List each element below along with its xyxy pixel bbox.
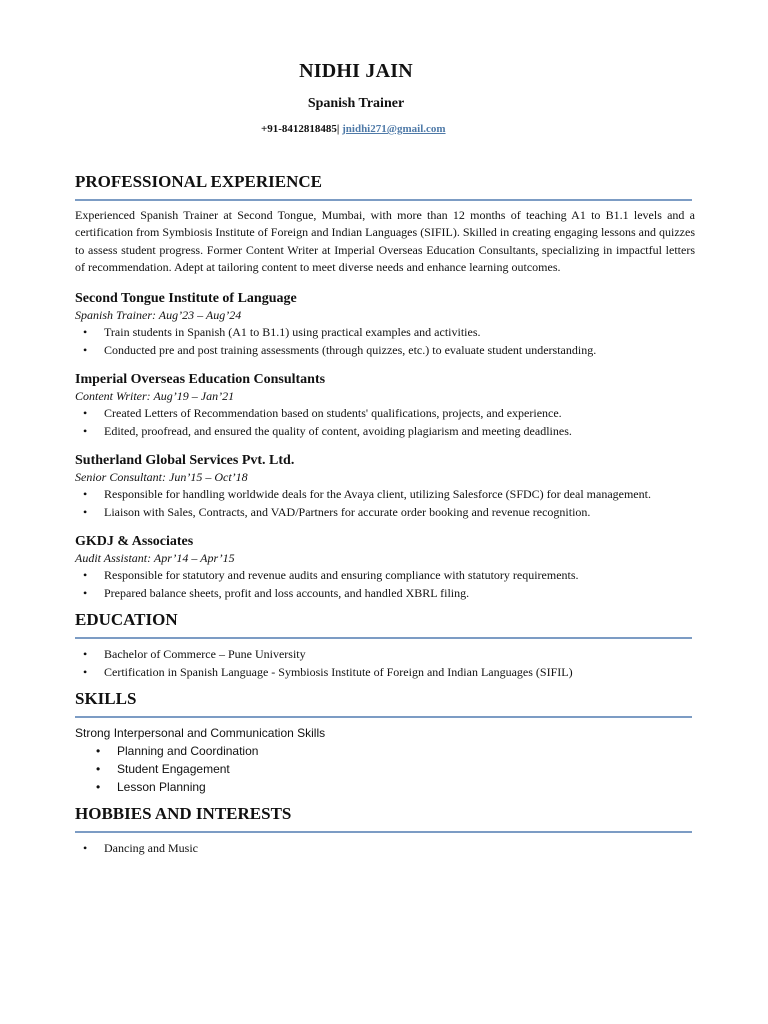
bullet-item: • Responsible for handling worldwide deals for the Avaya client, utilizing Salesforce (SFDC) for deal management. — [75, 485, 695, 503]
skills-section — [75, 687, 695, 796]
candidate-title: Spanish Trainer — [307, 96, 405, 111]
skills-list — [75, 742, 695, 796]
email-link[interactable]: jnidhi271@gmail.com — [342, 123, 446, 135]
job-company: Imperial Overseas Education Consultants — [75, 371, 326, 387]
education-item: • Bachelor of Commerce – Pune University — [75, 645, 695, 663]
job-bullets — [75, 485, 695, 521]
section-divider — [75, 831, 692, 833]
education-item: • Certification in Spanish Language - Symbiosis Institute of Foreign and Indian Languages (SIFIL) — [75, 663, 695, 681]
hobbies-list — [75, 839, 695, 857]
section-title-experience: PROFESSIONAL EXPERIENCE — [75, 172, 323, 191]
job-entry — [75, 290, 695, 359]
job-role: Senior Consultant: Jun’15 – Oct’18 — [75, 469, 248, 484]
resume-body — [75, 170, 695, 857]
job-company: Sutherland Global Services Pvt. Ltd. — [75, 452, 295, 468]
experience-section — [75, 170, 695, 602]
job-entry — [75, 533, 695, 602]
contact-line — [261, 123, 446, 135]
education-section — [75, 608, 695, 681]
job-bullets — [75, 566, 695, 602]
job-bullets — [75, 323, 695, 359]
job-role: Spanish Trainer: Aug’23 – Aug’24 — [75, 307, 242, 322]
section-divider — [75, 716, 692, 718]
job-company: Second Tongue Institute of Language — [75, 290, 297, 306]
job-entry — [75, 452, 695, 521]
job-role: Content Writer: Aug’19 – Jan’21 — [75, 388, 235, 403]
job-role: Audit Assistant: Apr’14 – Apr’15 — [75, 550, 235, 565]
bullet-item: • Created Letters of Recommendation based on students' qualifications, projects, and experience. — [75, 404, 695, 422]
profile-summary: Experienced Spanish Trainer at Second Tongue, Mumbai, with more than 12 months of teaching A1 to B1.1 levels and a certification from Symbiosis Institute of Foreign and Indian Languages (SIFIL). Skilled in creating engaging lessons and quizzes to assess student progress. Former Content Writer at Imperial Overseas Education Consultants, specializing in impactful letters of recommendation. Adept at tailoring content to meet diverse needs and enhance learning outcomes. — [75, 208, 695, 275]
section-title-skills: SKILLS — [75, 688, 137, 708]
section-title-education: EDUCATION — [75, 609, 178, 629]
skill-item: • Planning and Coordination — [75, 742, 695, 760]
job-entry — [75, 371, 695, 440]
skill-item: • Student Engagement — [75, 760, 695, 778]
bullet-item: • Conducted pre and post training assessments (through quizzes, etc.) to evaluate student understanding. — [75, 341, 695, 359]
section-divider — [75, 637, 692, 639]
hobbies-section — [75, 802, 695, 857]
bullet-item: • Prepared balance sheets, profit and loss accounts, and handled XBRL filing. — [75, 584, 695, 602]
skills-lead-text: Strong Interpersonal and Communication Skills — [75, 725, 326, 740]
bullet-item: • Liaison with Sales, Contracts, and VAD/Partners for accurate order booking and revenue recognition. — [75, 503, 695, 521]
bullet-item: • Responsible for statutory and revenue audits and ensuring compliance with statutory requirements. — [75, 566, 695, 584]
bullet-item: • Train students in Spanish (A1 to B1.1) using practical examples and activities. — [75, 323, 695, 341]
bullet-item: • Edited, proofread, and ensured the quality of content, avoiding plagiarism and meeting deadlines. — [75, 422, 695, 440]
education-list — [75, 645, 695, 681]
hobby-item: • Dancing and Music — [75, 839, 695, 857]
job-company: GKDJ & Associates — [75, 533, 194, 549]
skill-item: • Lesson Planning — [75, 778, 695, 796]
job-bullets — [75, 404, 695, 440]
candidate-name: NIDHI JAIN — [299, 60, 413, 82]
section-title-hobbies: HOBBIES AND INTERESTS — [75, 803, 292, 823]
section-divider — [75, 199, 692, 201]
phone-number: +91-8412818485| — [261, 123, 340, 135]
